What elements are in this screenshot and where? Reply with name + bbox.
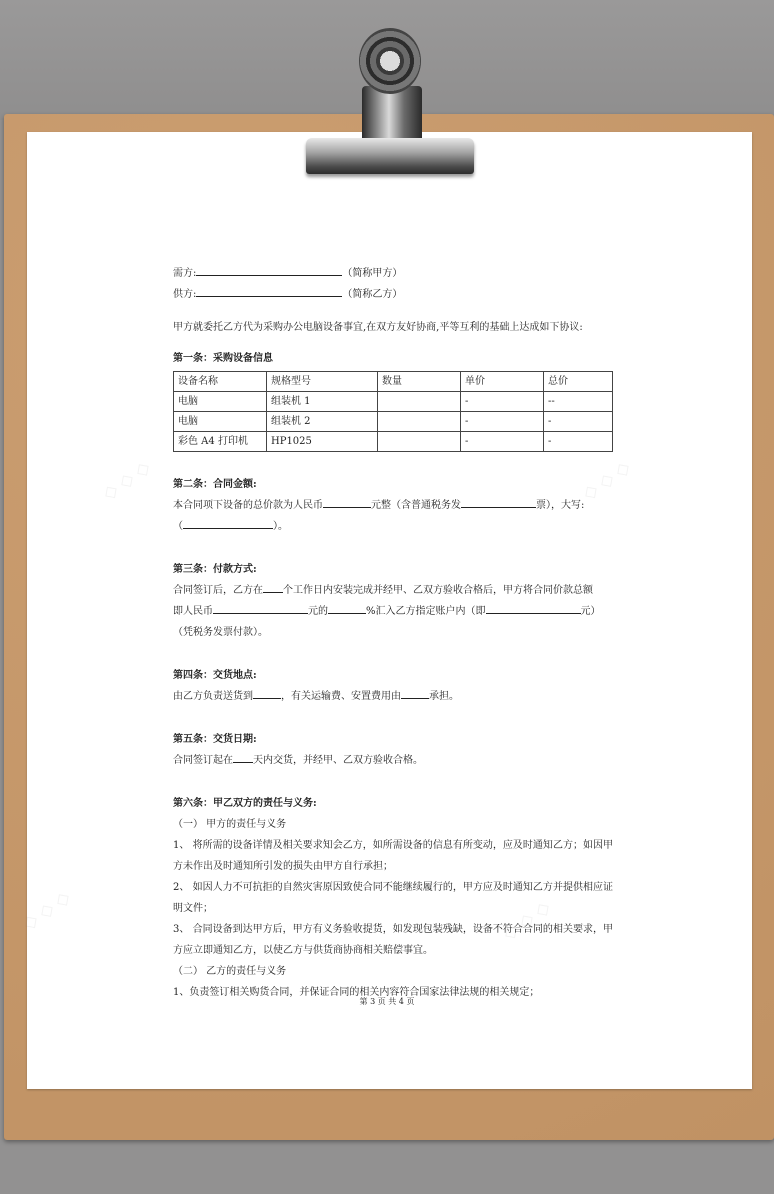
table-cell: 电脑 xyxy=(174,392,267,412)
table-cell: - xyxy=(461,412,544,432)
text: ，有关运输费、安置费用由 xyxy=(281,691,401,702)
transfer-amount-blank xyxy=(486,601,581,614)
text: 本合同项下设备的总价款为人民币 xyxy=(173,500,323,511)
article4-line xyxy=(173,686,613,707)
article6-title: 第六条：甲乙双方的责任与义务: xyxy=(173,798,317,809)
delivery-place-blank xyxy=(253,686,281,699)
seller-label: 供方: xyxy=(173,289,197,300)
text: 承担。 xyxy=(429,691,459,702)
text: 票），大写: xyxy=(536,500,585,511)
text: 元） xyxy=(580,606,601,617)
buyer-suffix: （简称甲方） xyxy=(342,268,403,279)
article3-line1 xyxy=(173,580,613,601)
table-header-cell: 规格型号 xyxy=(267,372,378,392)
percent-blank xyxy=(328,601,366,614)
watermark-mark: ◇ ◇ ◇ xyxy=(498,896,555,945)
page-number: 第 3 页 共 4 页 xyxy=(359,997,415,1006)
cost-bearer-blank xyxy=(401,686,429,699)
rmb-blank xyxy=(213,601,308,614)
contract-body xyxy=(173,263,613,1003)
buyer-line xyxy=(173,263,613,284)
table-header-cell: 总价 xyxy=(544,372,613,392)
article5-line xyxy=(173,750,613,771)
table-cell: 组装机 1 xyxy=(267,392,378,412)
text: 合同签订起在 xyxy=(173,755,233,766)
article3-line2 xyxy=(173,601,613,622)
table-cell xyxy=(378,412,461,432)
article6-item: 2、 如因人力不可抗拒的自然灾害原因致使合同不能继续履行的，甲方应及时通知乙方并提供相应证明文件； xyxy=(173,882,613,914)
table-cell: HP1025 xyxy=(267,432,378,452)
table-cell: 组装机 2 xyxy=(267,412,378,432)
buyer-blank xyxy=(196,263,342,276)
article5-title: 第五条：交货日期: xyxy=(173,734,257,745)
text: ）。 xyxy=(273,521,288,532)
article6-item: 1、 将所需的设备详情及相关要求知会乙方，如所需设备的信息有所变动，应及时通知乙方；如因甲方未作出及时通知所引发的损失由甲方自行承担； xyxy=(173,840,613,872)
table-header-cell: 数量 xyxy=(378,372,461,392)
text: %汇入乙方指定账户内（即 xyxy=(366,606,486,617)
article6-subtitle-1: （一） 甲方的责任与义务 xyxy=(173,819,287,830)
buyer-label: 需方: xyxy=(173,268,197,279)
table-cell xyxy=(378,392,461,412)
article1-title: 第一条：采购设备信息 xyxy=(173,353,273,364)
table-row xyxy=(174,412,613,432)
table-header-cell: 单价 xyxy=(461,372,544,392)
watermark-mark: ◇ ◇ ◇ xyxy=(98,456,155,505)
article2-line1 xyxy=(173,495,613,516)
article4-title: 第四条：交货地点: xyxy=(173,670,257,681)
table-header-cell: 设备名称 xyxy=(174,372,267,392)
watermark-mark: ◇ ◇ ◇ xyxy=(18,886,75,935)
workdays-blank xyxy=(263,580,283,593)
article6-subtitle-2: （二） 乙方的责任与义务 xyxy=(173,966,287,977)
text: 即人民币 xyxy=(173,606,213,617)
table-row xyxy=(174,392,613,412)
table-cell: - xyxy=(544,432,613,452)
text: 元整（含普通税务发 xyxy=(371,500,461,511)
table-cell: - xyxy=(544,412,613,432)
table-cell: - xyxy=(461,432,544,452)
seller-suffix: （简称乙方） xyxy=(342,289,403,300)
table-cell xyxy=(378,432,461,452)
amount-blank xyxy=(323,495,371,508)
amount-in-words-blank xyxy=(183,516,273,529)
article3-title: 第三条：付款方式: xyxy=(173,564,257,575)
article6-item: 1、负责签订相关购货合同，并保证合同的相关内容符合国家法律法规的相关规定； xyxy=(173,987,540,998)
watermark-mark: ◇ ◇ ◇ xyxy=(578,456,635,505)
clip-ring-icon xyxy=(359,28,421,94)
invoice-blank xyxy=(461,495,536,508)
table-cell: 电脑 xyxy=(174,412,267,432)
table-cell: - xyxy=(461,392,544,412)
delivery-days-blank xyxy=(233,750,253,763)
article2-title: 第二条：合同金额: xyxy=(173,479,257,490)
clip-base xyxy=(306,138,474,174)
text: 由乙方负责送货到 xyxy=(173,691,253,702)
article2-line2 xyxy=(173,516,613,537)
table-cell: -- xyxy=(544,392,613,412)
clip-neck xyxy=(362,86,422,144)
seller-line xyxy=(173,284,613,305)
intro-paragraph: 甲方就委托乙方代为采购办公电脑设备事宜,在双方友好协商,平等互利的基础上达成如下协议: xyxy=(173,322,583,333)
equipment-table xyxy=(173,371,613,452)
table-header-row xyxy=(174,372,613,392)
text: 天内交货，并经甲、乙双方验收合格。 xyxy=(253,755,423,766)
table-cell: 彩色 A4 打印机 xyxy=(174,432,267,452)
text: （ xyxy=(173,521,183,532)
article3-line3: （凭税务发票付款）。 xyxy=(173,627,268,638)
article6-item: 3、 合同设备到达甲方后，甲方有义务验收提货，如发现包装残缺，设备不符合合同的相关要求，甲方应立即通知乙方，以使乙方与供货商协商相关赔偿事宜。 xyxy=(173,924,613,956)
seller-blank xyxy=(196,284,342,297)
text: 合同签订后，乙方在 xyxy=(173,585,263,596)
text: 个工作日内安装完成并经甲、乙双方验收合格后，甲方将合同价款总额 xyxy=(283,585,593,596)
text: 元的 xyxy=(308,606,328,617)
table-row xyxy=(174,432,613,452)
